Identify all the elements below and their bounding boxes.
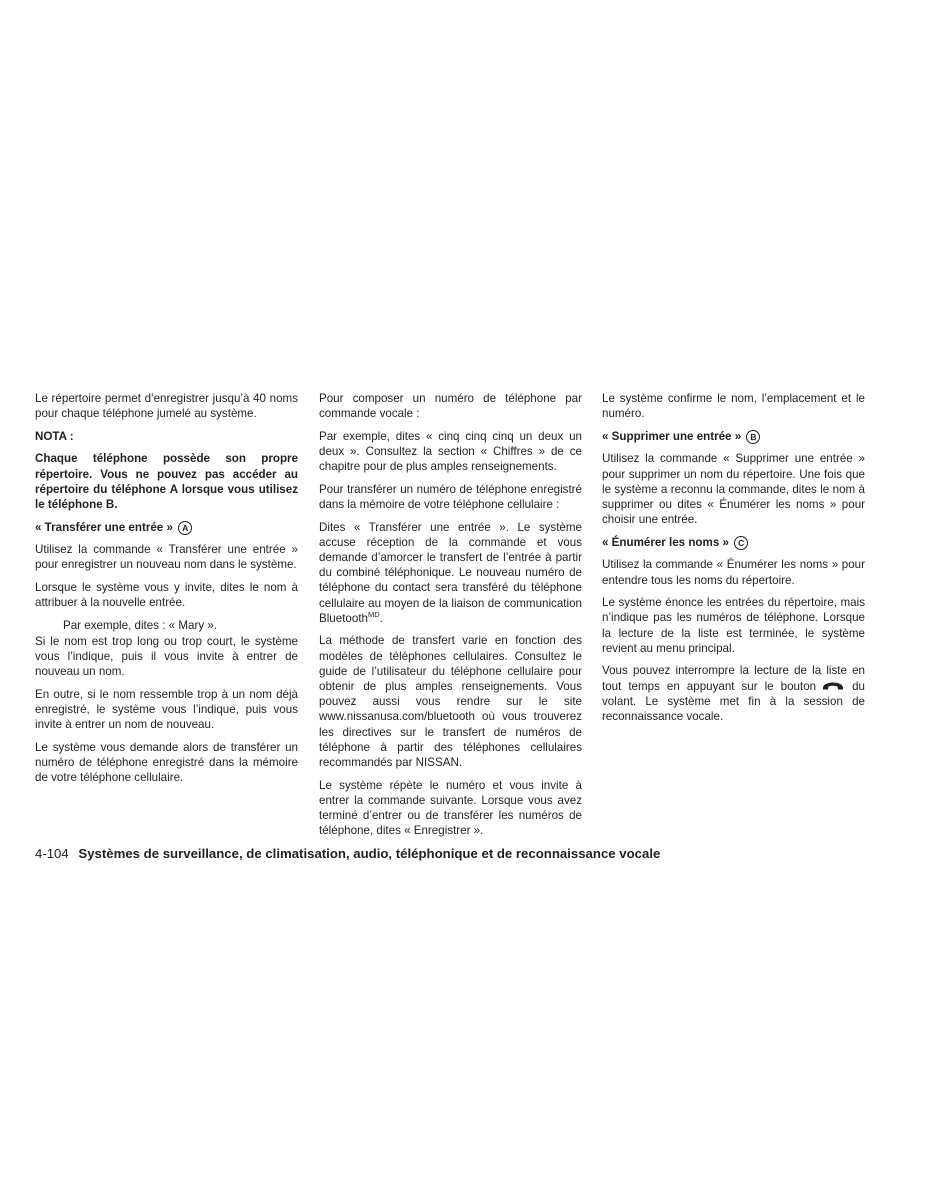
marker-c-icon: C bbox=[734, 536, 748, 550]
paragraph: Si le nom est trop long ou trop court, le système vous l’indique, puis il vous invite à entrer de nouveau un nom. bbox=[35, 634, 298, 679]
nota-heading: NOTA : bbox=[35, 429, 74, 443]
paragraph: Pour transférer un numéro de téléphone enregistré dans la mémoire de votre téléphone cellulaire : bbox=[319, 482, 582, 511]
paragraph bbox=[602, 663, 865, 724]
list-names-title: « Énumérer les noms » bbox=[602, 535, 729, 549]
example-text: Par exemple, dites : « Mary ». bbox=[63, 618, 218, 632]
paragraph: Utilisez la commande « Transférer une entrée » pour enregistrer un nouveau nom dans le système. bbox=[35, 543, 298, 572]
marker-a-icon: A bbox=[178, 521, 192, 535]
page-number: 4-104 bbox=[35, 846, 69, 861]
period: . bbox=[379, 611, 383, 625]
paragraph: Par exemple, dites « cinq cinq cinq un deux un deux ». Consultez la section « Chiffres » de ce chapitre pour de plus amples renseignements. bbox=[319, 429, 582, 474]
list-names-heading bbox=[602, 535, 865, 550]
paragraph: Pour composer un numéro de téléphone par commande vocale : bbox=[319, 392, 582, 421]
paragraph: Le système répète le numéro et vous invite à entrer la commande suivante. Lorsque vous avez terminé d’entrer ou de transférer les numéros de téléphone, dites « Enregistrer ». bbox=[319, 778, 582, 838]
paragraph: Utilisez la commande « Supprimer une entrée » pour supprimer un nom du répertoire. Une fois que le système a reconnu la commande, dites le nom à supprimer ou dites « Énumérer les noms » pour choisir une entrée. bbox=[602, 452, 865, 527]
paragraph: Le système énonce les entrées du répertoire, mais n’indique pas les numéros de téléphone. Lorsque la lecture de la liste est terminée, le système revient au menu principal. bbox=[602, 596, 865, 655]
page-footer bbox=[35, 846, 660, 861]
transfer-entry-title: « Transférer une entrée » bbox=[35, 520, 173, 534]
delete-entry-heading bbox=[602, 429, 865, 444]
paragraph: Utilisez la commande « Énumérer les noms » pour entendre tous les noms du répertoire. bbox=[602, 558, 865, 587]
column-3 bbox=[602, 391, 865, 732]
nota-text: Chaque téléphone possède son propre répertoire. Vous ne pouvez pas accéder au répertoire du téléphone A lorsque vous utilisez le téléphone B. bbox=[35, 452, 298, 511]
hangup-text-start: Vous pouvez interrompre la lecture de la liste en tout temps en appuyant sur le bouton bbox=[602, 664, 865, 693]
intro-paragraph: Le répertoire permet d’enregistrer jusqu’à 40 noms pour chaque téléphone jumelé au système. bbox=[35, 392, 298, 421]
paragraph: En outre, si le nom ressemble trop à un nom déjà enregistré, le système vous l’indique, puis vous invite à entrer un nom de nouveau. bbox=[35, 687, 298, 732]
column-1 bbox=[35, 391, 298, 793]
paragraph: Lorsque le système vous y invite, dites le nom à attribuer à la nouvelle entrée. bbox=[35, 580, 298, 610]
bluetooth-text: Dites « Transférer une entrée ». Le système accuse réception de la commande et vous demande d’amorcer le transfert de l’entrée à partir du combiné téléphonique. Le nouveau numéro de téléphone du contact sera transféré du téléphone cellulaire au moyen de la liaison de communication Bluetooth bbox=[319, 520, 582, 625]
trademark-sup: MD bbox=[368, 609, 380, 619]
paragraph: Le système confirme le nom, l’emplacement et le numéro. bbox=[602, 392, 865, 421]
paragraph: Le système vous demande alors de transférer un numéro de téléphone enregistré dans la mémoire de votre téléphone cellulaire. bbox=[35, 740, 298, 785]
marker-b-icon: B bbox=[746, 430, 760, 444]
paragraph: La méthode de transfert varie en fonction des modèles de téléphones cellulaires. Consultez le guide de l’utilisateur du téléphone cellulaire pour obtenir de plus amples renseignements. Vous pouvez aussi vous rendre sur le site www.nissanusa.com/bluetooth où vous trouverez les directives sur le transfert de numéros de téléphone à partir des téléphones cellulaires recommandés par NISSAN. bbox=[319, 634, 582, 770]
delete-entry-title: « Supprimer une entrée » bbox=[602, 429, 742, 443]
column-2 bbox=[319, 391, 582, 846]
hang-up-phone-icon bbox=[822, 680, 844, 691]
paragraph bbox=[319, 520, 582, 626]
transfer-entry-heading bbox=[35, 520, 298, 535]
hangup-text-end: du volant. Le système met fin à la session de reconnaissance vocale. bbox=[602, 679, 865, 723]
chapter-title: Systèmes de surveillance, de climatisation, audio, téléphonique et de reconnaissance vocale bbox=[78, 846, 661, 861]
